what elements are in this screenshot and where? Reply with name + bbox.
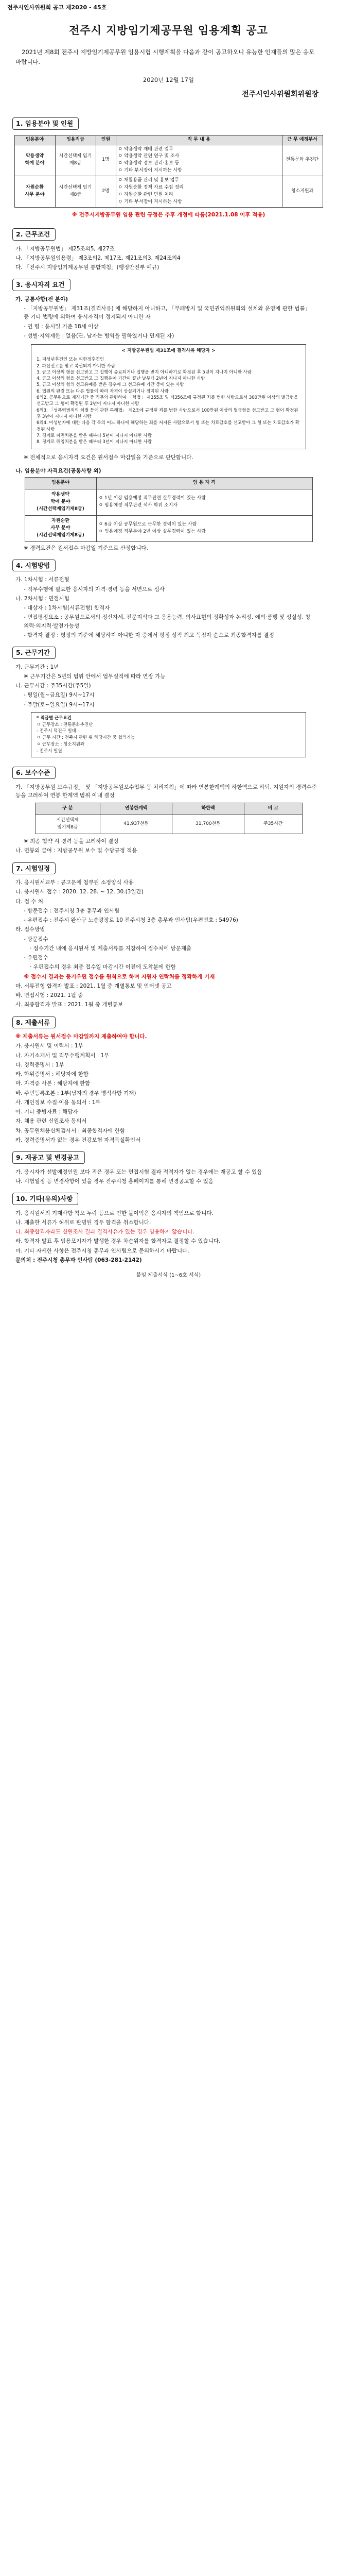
- section-title-10: 10. 기타(유의)사항: [12, 1193, 78, 1205]
- box-line: 6의4. 미성년자에 대한 다음 각 목의 어느 하나에 해당하는 죄를 저지른 사람으로서 형 또는 치료감호를 선고받아 그 형 또는 치료감호가 확정된 사람: [37, 420, 299, 432]
- exam-item: - 면접평정요소 : 공무원으로서의 정신자세, 전문지식과 그 응용능력, 의사표현의 정확성과 논리성, 예의·품행 및 성실성, 창의력·의지력·발전가능성: [24, 614, 311, 629]
- requirement-item: - 성별·지역제한 : 없음(단, 남자는 병역을 필하였거나 면제된 자): [24, 332, 174, 339]
- contact-info: 문의처 : 전주시청 총무과 인사팀 (063-281-2142): [15, 1257, 142, 1263]
- intro-text: 2021년 제8회 전주시 지방임기제공무원 임용시험 시행계획을 다음과 같이 공고하오니 유능한 인재들의 많은 응모 바랍니다.: [15, 48, 315, 66]
- box-line: 6의3. 「성폭력범죄의 처벌 등에 관한 특례법」 제2조에 규정된 죄를 범한 사람으로서 100만원 이상의 벌금형을 선고받고 그 형이 확정된 후 3년이 지나지 아니한 사람: [37, 408, 298, 419]
- reannounce-item: 가. 응시자가 선발예정인원 보다 적은 경우 또는 면접시험 결과 적격자가 없는 경우에는 재공고 할 수 있음: [15, 1168, 262, 1175]
- subsection-title: 나. 임용분야 자격요건(공통사항 외): [15, 467, 101, 474]
- schedule-item: 바. 면접시험 : 2021. 1월 중: [15, 992, 83, 999]
- attachments-footer: 붙임 제출서식 (1~6호 서식): [136, 1273, 201, 1279]
- document-item: 아. 기타 증빙자료 : 해당자: [15, 1109, 78, 1115]
- section-title-9: 9. 재공고 및 변경공고: [12, 1151, 85, 1163]
- duty-item: ㅇ 약용생약 관련 연구 및 조사: [118, 154, 180, 159]
- document-item: 차. 공무원채용신체검사서 : 최종합격자에 한함: [15, 1127, 125, 1134]
- recruitment-table: [14, 135, 323, 208]
- table-cell: 41,937천원: [100, 815, 172, 834]
- box-line: 2. 파산선고를 받고 복권되지 아니한 사람: [37, 363, 115, 369]
- legal-basis-item: 가. 「지방공무원법」 제25조의5, 제27조: [15, 245, 115, 252]
- page: [0, 3, 337, 1280]
- exam-item: - 직무수행에 필요한 응시자의 자격·경력 등을 서면으로 심사: [24, 586, 165, 592]
- table-header: 인원: [96, 135, 116, 145]
- schedule-item: · 우편접수의 경우 최종 접수일 마감시간 이전에 도착분에 한함: [30, 964, 176, 971]
- term-item: ※ 근무기간은 5년의 범위 안에서 업무실적에 따라 연장 가능: [24, 673, 166, 680]
- schedule-item: · 접수기간 내에 응시원서 및 제출서류를 지참하여 접수처에 방문제출: [30, 945, 192, 952]
- box-line: ㅇ 근무장소 : 청소지원과: [37, 741, 85, 747]
- salary-table: [35, 803, 303, 834]
- reannounce-item: 나. 시험일정 등 변경사항이 있을 경우 전주시청 홈페이지를 통해 변경공고할 수 있음: [15, 1178, 214, 1184]
- notice-item: 마. 기타 자세한 사항은 전주시청 총무과 인사팀으로 문의하시기 바랍니다.: [15, 1247, 189, 1254]
- document-item: 마. 자격증 사본 : 해당자에 한함: [15, 1080, 91, 1087]
- duties-cell: [116, 145, 282, 176]
- req-cell: [96, 489, 312, 516]
- documents-note: ※ 제출서류는 원서접수 마감일까지 제출하여야 합니다.: [15, 1033, 147, 1040]
- schedule-item: 마. 서류전형 합격자 발표 : 2021. 1월 중 개별통보 및 인터넷 공고: [15, 982, 172, 989]
- pay-item: 나. 연봉외 급여 : 지방공무원 보수 및 수당규정 적용: [15, 848, 137, 854]
- box-line: 8. 징계로 해임처분을 받은 때부터 3년이 지나지 아니한 사람: [37, 439, 152, 445]
- section-title-3: 3. 응시자격 요건: [12, 279, 70, 291]
- count-cell: 2명: [96, 176, 116, 208]
- table-header: 임용분야: [14, 135, 55, 145]
- box-line: 5. 금고 이상의 형의 선고유예를 받은 경우에 그 선고유예 기간 중에 있는 사람: [37, 382, 184, 388]
- salary-note: ※ 최종 협약 시 경력 등을 고려하여 결정: [24, 838, 119, 845]
- box-line: 6의2. 공무원으로 재직기간 중 직무와 관련하여 「형법」 제355조 및 제356조에 규정된 죄를 범한 사람으로서 300만원 이상의 벌금형을 선고받고 그 형이 확정된 후 2년이 지나지 아니한 사람: [37, 395, 298, 407]
- document-item: 나. 자기소개서 및 직무수행계획서 : 1부: [15, 1052, 110, 1059]
- table-row: [25, 515, 312, 541]
- notice-number: 전주시인사위원회 공고 제2020 - 45호: [7, 4, 107, 11]
- requirement-item: - 연 령 : 응시일 기준 18세 이상: [24, 323, 99, 330]
- section-title-7: 7. 시험일정: [12, 862, 56, 874]
- schedule-item: 다. 접 수 처: [15, 898, 43, 905]
- box-line: - 전주시 덕진구 일대: [37, 728, 76, 734]
- notice-item: 다. 최종합격자라도 신원조사 결과 결격사유가 있는 경우 임용하지 않습니다.: [15, 1229, 194, 1235]
- exam-item: - 합격자 결정 : 평정의 기준에 해당하지 아니한 자 중에서 평정 성적 최고 득점자 순으로 최종합격자를 결정: [24, 632, 274, 638]
- box-note: ※ 전체적으로 응시자격 요건은 원서접수 마감일을 기준으로 판단합니다.: [24, 454, 193, 461]
- box-line: 1. 피성년후견인 또는 피한정후견인: [37, 357, 104, 363]
- page-title: 전주시 지방임기제공무원 임용계획 공고: [69, 24, 268, 37]
- exam-item: - 대상자 : 1차시험(서류전형) 합격자: [24, 605, 110, 612]
- schedule-item: - 우편접수 : 전주시 완산구 노송광장로 10 전주시청 3층 총무과 인사팀(우편번호 : 54976): [24, 917, 238, 924]
- schedule-item: - 방문접수 : 전주시청 3층 총무과 인사팀: [24, 907, 120, 914]
- pay-item: 가. 「지방공무원 보수규정」 및 「지방공무원보수업무 등 처리지침」에 따라 연봉한계액의 하한액으로 하되, 지원자의 경력수준 등을 고려하여 연봉 한계액 범위 이내 결정: [15, 784, 317, 799]
- document-item: 카. 경력증명서가 없는 경우 건강보험 자격득실확인서: [15, 1137, 141, 1143]
- grade-cell: 시간선택제 임기제8급: [55, 145, 96, 176]
- box-title: * 직급별 근무요건: [37, 715, 72, 721]
- table-header: 비 고: [244, 803, 302, 815]
- table-header: 임용직급: [55, 135, 96, 145]
- document-item: 다. 경력증명서 : 1부: [15, 1061, 64, 1068]
- duties-cell: [116, 176, 282, 208]
- section-title-6: 6. 보수수준: [12, 767, 56, 778]
- schedule-warning: ※ 접수시 결과는 등기우편 접수를 원칙으로 하며 지원자 연락처를 정확하게 기재: [24, 973, 215, 980]
- schedule-item: 라. 접수방법: [15, 926, 45, 933]
- duty-item: ㅇ 약용생약 재배 관련 업무: [118, 146, 173, 152]
- section-title-8: 8. 제출서류: [12, 1016, 56, 1028]
- table-cell: 31,700천원: [172, 815, 244, 834]
- legal-basis-item: 나. 「지방공무원임용령」 제3조의2, 제17조, 제21조의3, 제24조의4: [15, 255, 181, 261]
- table-row: [14, 176, 323, 208]
- req-item: ㅇ 6급 이상 공무원으로 근무한 경력이 있는 사람: [98, 521, 197, 527]
- exam-item: 나. 2차시험 : 면접시험: [15, 595, 69, 602]
- exam-item: 가. 1차시험 : 서류전형: [15, 577, 69, 583]
- term-item: - 평일(월~금요일) 9시~17시: [24, 692, 95, 699]
- dept-cell: 청소지원과: [282, 176, 323, 208]
- field-cell: 자원순환 사무 분야 (시간선택제임기제8급): [25, 515, 96, 541]
- section-title-1: 1. 임용분야 및 인원: [12, 117, 79, 129]
- req-item: ㅇ 1년 이상 임용예정 직무관련 실무경력이 있는 사람: [98, 496, 206, 501]
- document-item: 바. 주민등록초본 : 1부(남자의 경우 병적사항 기재): [15, 1090, 136, 1096]
- dept-cell: 전통문화 추진단: [282, 145, 323, 176]
- section-title-2: 2. 근무조건: [12, 228, 56, 240]
- document-item: 자. 채용 관련 신원조사 동의서: [15, 1118, 87, 1125]
- table-cell: 주35시간: [244, 815, 302, 834]
- box-line: ㅇ 근무장소 : 전통문화추진단: [37, 722, 93, 727]
- disqualification-box: [31, 344, 306, 449]
- qualification-note: ※ 경력요건은 원서접수 마감일 기준으로 산정합니다.: [24, 545, 148, 551]
- work-conditions-box: [31, 712, 306, 758]
- schedule-item: 사. 최종합격자 발표 : 2021. 1월 중 개별통보: [15, 1002, 123, 1008]
- table-header: 임용분야: [25, 478, 96, 489]
- table-header: 직 무 내 용: [116, 135, 282, 145]
- table-row: [35, 815, 302, 834]
- grade-cell: 시간선택제 임기제8급: [55, 176, 96, 208]
- notice-date: 2020년 12월 17일: [143, 76, 194, 83]
- document-item: 라. 학위증명서 : 해당자에 한함: [15, 1071, 88, 1078]
- schedule-item: - 우편접수: [24, 955, 48, 961]
- document-item: 가. 응시원서 및 이력서 : 1부: [15, 1043, 83, 1049]
- term-item: 나. 근무시간 : 주35시간(주5일): [15, 683, 91, 689]
- term-item: 가. 근무기간 : 1년: [15, 664, 59, 670]
- legal-basis-item: 다. 「전주시 지방임기제공무원 통합지침」(행정안전부 예규): [15, 264, 159, 271]
- field-cell: 약용생약 학예 분야: [14, 145, 55, 176]
- document-item: 사. 개인정보 수집·이용 동의서 : 1부: [15, 1099, 101, 1106]
- box-line: - 전주시 일원: [37, 748, 62, 754]
- term-item: - 주말(토~일요일) 9시~17시: [24, 701, 95, 708]
- notice-item: 가. 응시원서의 기재사항 착오 누락 등으로 인한 불이익은 응시자의 책임으로 합니다.: [15, 1210, 214, 1216]
- box-line: 3. 금고 이상의 형을 선고받고 그 집행이 종료되거나 집행을 받지 아니하기로 확정된 후 5년이 지나지 아니한 사람: [37, 369, 252, 375]
- box-line: ㅇ 근무 시간 : 전주시 관련 위 해당시간 중 협의가능: [37, 735, 135, 741]
- table-row: [25, 489, 312, 516]
- qualification-table: [25, 477, 313, 542]
- duty-item: ㅇ 약용생약 정보 관리·홍보 등: [118, 161, 180, 166]
- box-line: 4. 금고 이상의 형을 선고받고 그 집행유예 기간이 끝난 날부터 2년이 지나지 아니한 사람: [37, 376, 205, 382]
- table-row: [14, 145, 323, 176]
- duty-item: ㅇ 자원순환 정책 자료 수집 정리: [118, 185, 184, 191]
- duty-item: ㅇ 자원순환 관련 민원 처리: [118, 192, 173, 198]
- req-cell: [96, 515, 312, 541]
- section-title-4: 4. 시험방법: [12, 560, 56, 571]
- table-header: 하한액: [172, 803, 244, 815]
- schedule-item: 나. 응시원서 접수 : 2020. 12. 28. ~ 12. 30.(3일간): [15, 889, 144, 895]
- table-header: 임 용 자 격: [96, 478, 312, 489]
- duty-item: ㅇ 재활용품 관리 및 홍보 업무: [118, 178, 180, 183]
- schedule-item: 가. 응시원서교부 : 공고문에 첨부된 소정양식 사용: [15, 879, 134, 886]
- notice-item: 나. 제출한 서류가 허위로 판명된 경우 합격을 취소합니다.: [15, 1219, 151, 1226]
- table-header: 구 분: [35, 803, 100, 815]
- section1-note: ※ 전주시지방공무원 임용 관련 규정은 추후 개정에 따름(2021.1.08 이후 적용): [72, 212, 265, 218]
- req-item: ㅇ 임용예정 직무분야 2년 이상 실무경력이 있는 사람: [98, 529, 206, 534]
- duty-item: ㅇ 기타 부서장이 지시하는 사항: [118, 168, 182, 174]
- count-cell: 1명: [96, 145, 116, 176]
- box-title: < 지방공무원법 제31조에 결격사유 해당자 >: [121, 348, 216, 354]
- table-header: 근 무 예정부서: [282, 135, 323, 145]
- req-item: ㅇ 임용예정 직무관련 석사 학위 소지자: [98, 502, 178, 508]
- table-cell: 시간선택제 임기제8급: [35, 815, 100, 834]
- field-cell: 자원순환 사무 분야: [14, 176, 55, 208]
- duty-item: ㅇ 기타 부서장이 지시하는 사항: [118, 199, 182, 205]
- table-header: 연봉한계액: [100, 803, 172, 815]
- box-line: 7. 징계로 파면처분을 받은 때부터 5년이 지나지 아니한 사람: [37, 433, 152, 438]
- schedule-item: - 방문접수: [24, 936, 48, 942]
- requirement-item: - 「지방공무원법」 제31조(결격사유) 에 해당하지 아니하고, 「부패방지 및 국민권익위원회의 설치와 운영에 관한 법률」 등 기타 법령에 의하여 응시자격이 정지되지 아니한 자: [24, 306, 311, 320]
- subsection-title: 가. 공통사항(전 분야): [15, 296, 68, 302]
- notice-item: 라. 합격자 발표 후 임용포기자가 발생한 경우 차순위자를 합격자로 결정할 수 있습니다.: [15, 1238, 221, 1245]
- field-cell: 약용생약 학예 분야 (시간선택제임기제8급): [25, 489, 96, 516]
- box-line: 6. 법원의 판결 또는 다른 법률에 따라 자격이 상실되거나 정지된 사람: [37, 388, 169, 394]
- section-title-5: 5. 근무기간: [12, 647, 56, 658]
- issuer: 전주시인사위원회위원장: [242, 90, 318, 98]
